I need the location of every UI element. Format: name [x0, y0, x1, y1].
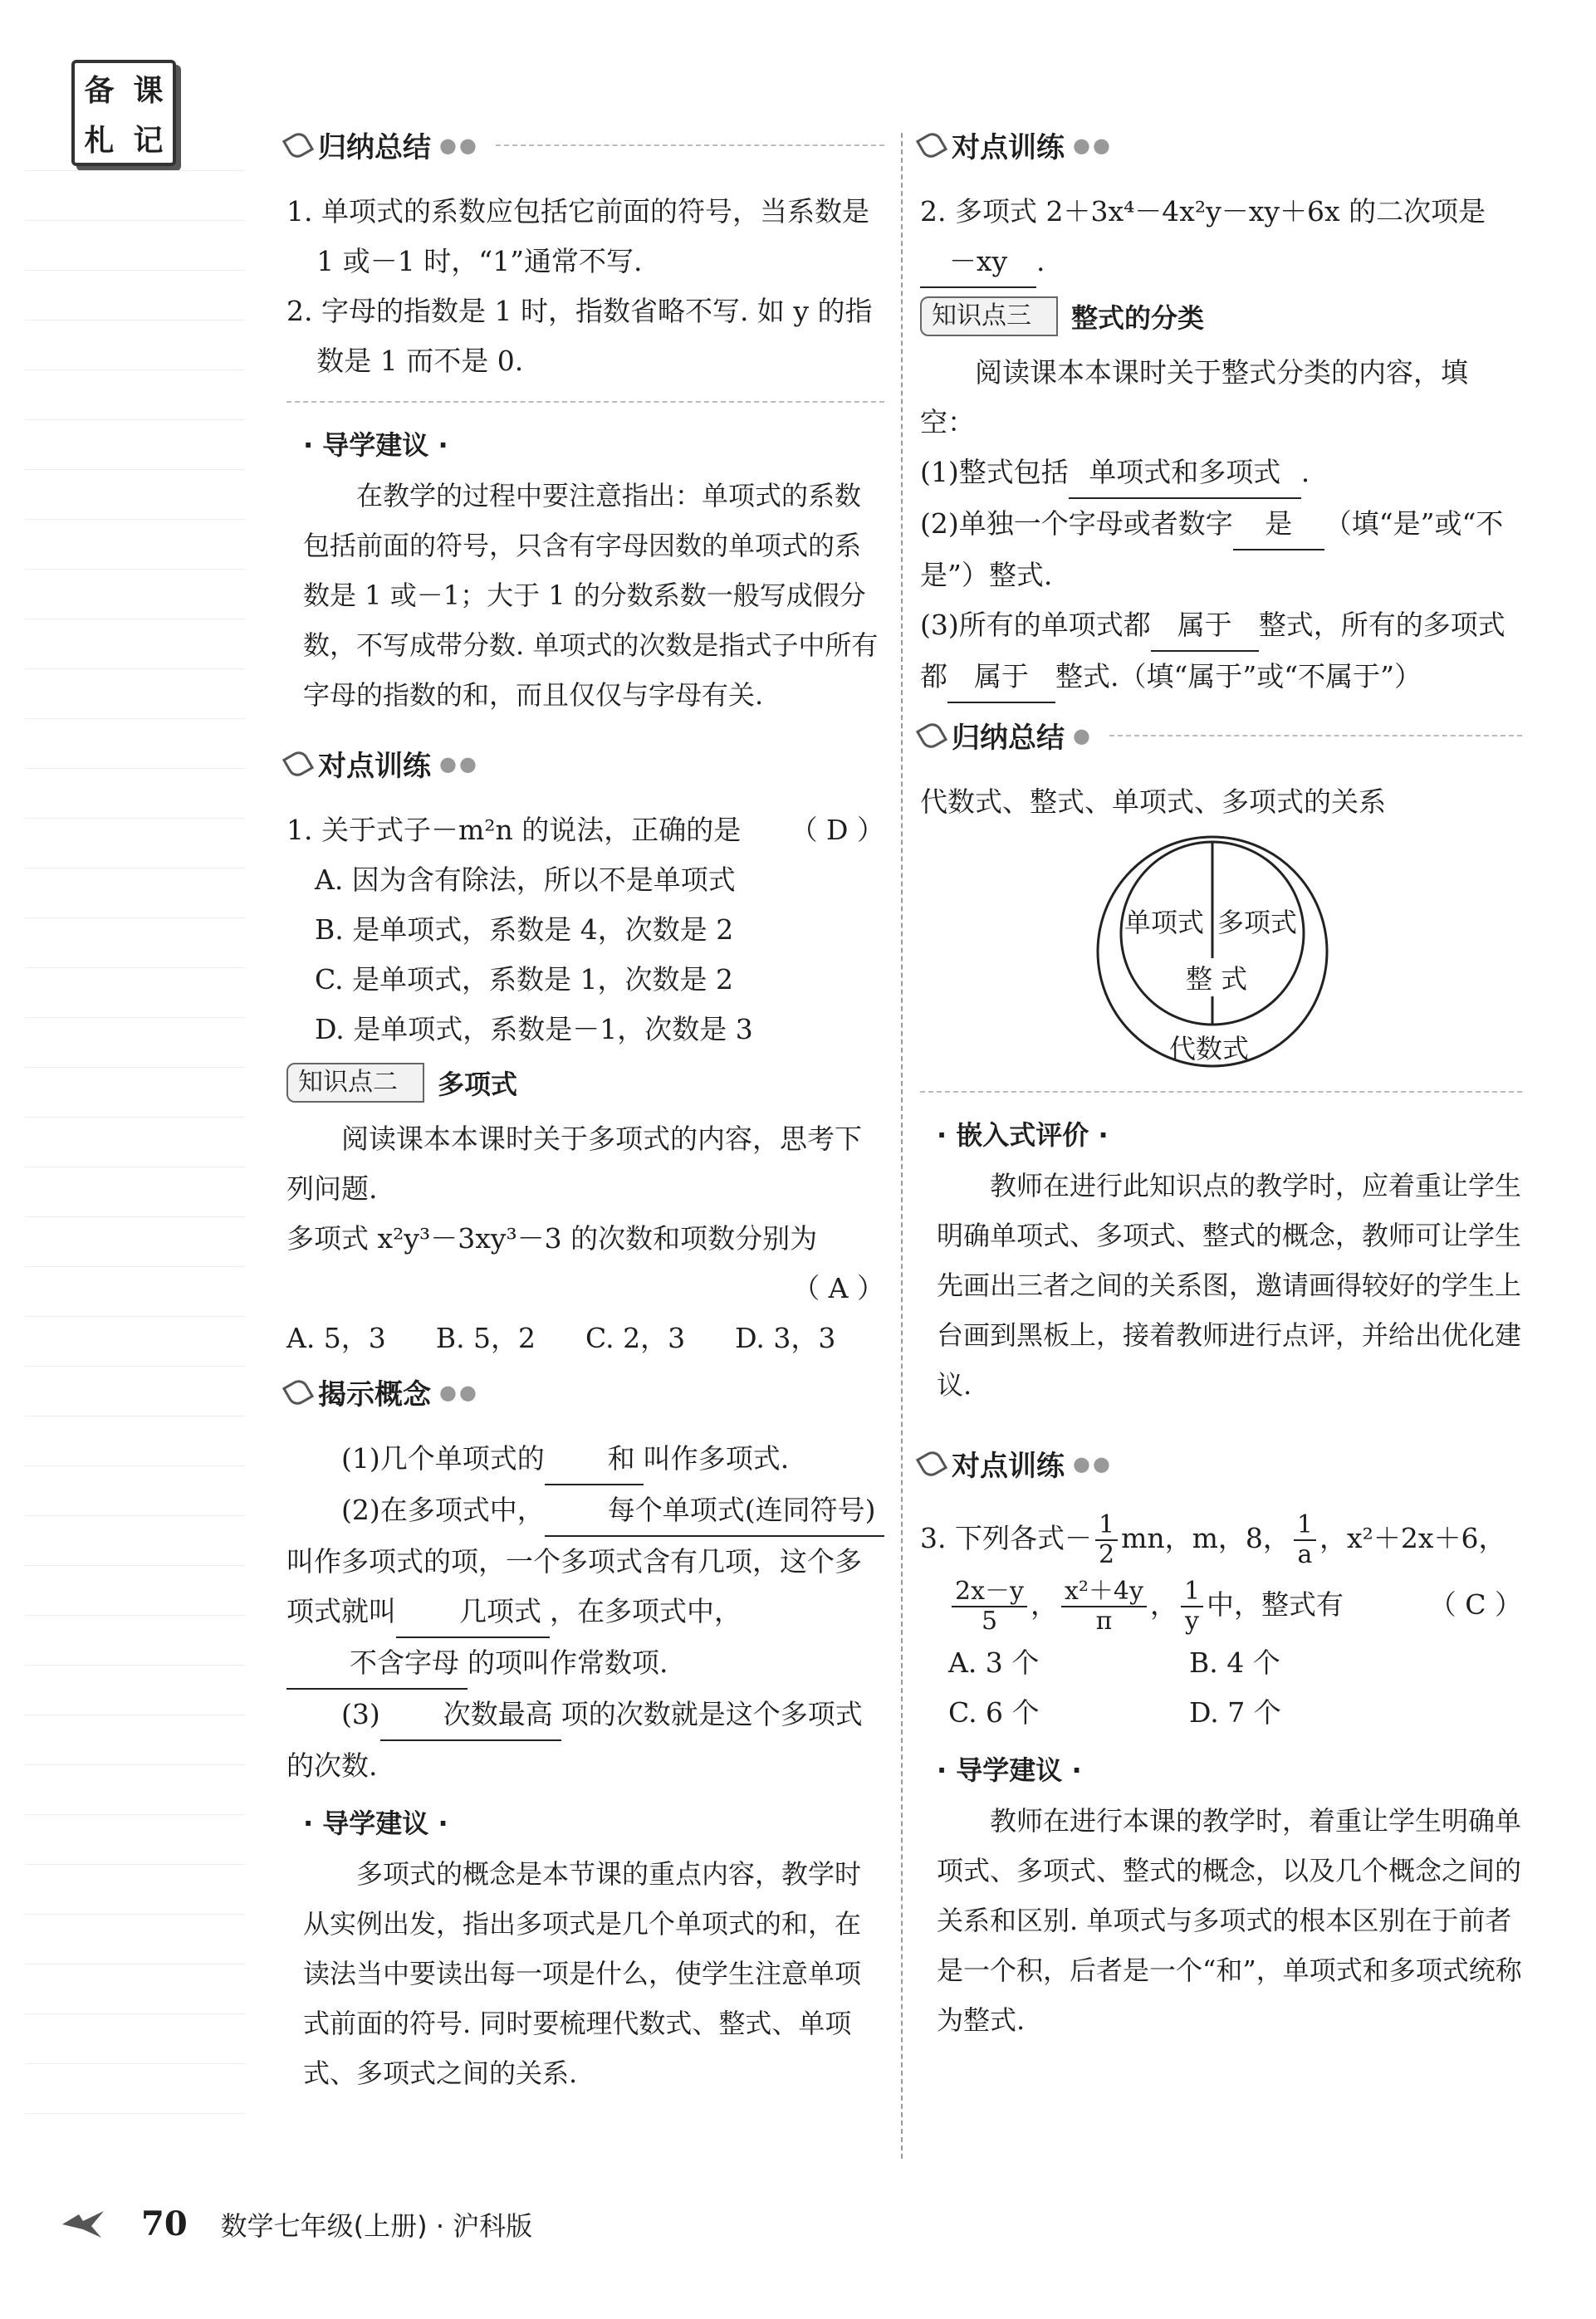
- question: [920, 1505, 1522, 1572]
- options-row: [286, 1314, 884, 1363]
- stamp-char: 课: [133, 72, 164, 108]
- knowledge-title: 多项式: [438, 1069, 518, 1100]
- flag-icon: [58, 2208, 108, 2241]
- numerator: 1: [1294, 1511, 1316, 1541]
- option: A. 5，3: [286, 1322, 386, 1354]
- advice-title: · 导学建议 ·: [303, 429, 448, 461]
- section-title: 对点训练: [952, 131, 1065, 164]
- fraction: [1095, 1511, 1118, 1569]
- divider: [496, 144, 884, 146]
- question-text: 2. 多项式 2＋3x⁴－4x²y－xy＋6x 的二次项是: [920, 195, 1486, 227]
- text: 项的次数就是这个多项式的次数.: [286, 1698, 863, 1782]
- filled-blank: 是: [1233, 499, 1324, 550]
- right-column: [920, 125, 1522, 2045]
- text: (2)单独一个字母或者数字: [920, 507, 1233, 540]
- knowledge-tag: 知识点二: [286, 1063, 424, 1103]
- denominator: a: [1297, 1540, 1313, 1569]
- notes-stamp: [71, 60, 176, 166]
- fraction: [1294, 1511, 1316, 1569]
- eval-text: 教师在进行此知识点的教学时，应着重让学生明确单项式、多项式、整式的概念，教师可让学生先画出三者之间的关系图，邀请画得较好的学生上台画到黑板上，接着教师进行点评，并给出优化建议.: [937, 1170, 1522, 1401]
- text: .: [1036, 245, 1045, 277]
- question: [286, 805, 884, 855]
- text: 整式，所有的多项式都: [920, 609, 1505, 692]
- filled-blank: 不含字母: [286, 1638, 468, 1690]
- filled-blank: 单项式和多项式: [1069, 448, 1301, 499]
- column-divider: [901, 133, 903, 2159]
- pen-icon: [916, 719, 947, 751]
- diagram-label-polynomial: 多项式: [1217, 907, 1298, 938]
- answer: （ A ）: [792, 1272, 884, 1304]
- advice-title: · 导学建议 ·: [303, 1808, 448, 1839]
- summary-item: 1. 单项式的系数应包括它前面的符号，当系数是 1 或－1 时，“1”通常不写.: [286, 195, 869, 277]
- denominator: 2: [1098, 1540, 1115, 1569]
- dots-icon: ●: [1073, 723, 1093, 747]
- fill-line: [920, 499, 1522, 600]
- divider: [286, 401, 884, 403]
- pen-icon: [916, 129, 947, 160]
- section-title: 揭示概念: [318, 1378, 431, 1411]
- fraction: [952, 1578, 1027, 1636]
- text: (2)在多项式中，: [341, 1494, 545, 1526]
- concept-line: [286, 1485, 884, 1690]
- advice-text: 多项式的概念是本节课的重点内容，教学时从实例出发，指出多项式是几个单项式的和，在读法当中要读出每一项是什么，使学生注意单项式前面的符号. 同时要梳理代数式、整式、单项式、多项式之间的关系.: [303, 1858, 862, 2089]
- section-practice: [920, 1443, 1522, 1484]
- pen-icon: [916, 1447, 947, 1479]
- text: (3)所有的单项式都: [920, 609, 1151, 641]
- pen-icon: [282, 129, 314, 160]
- left-column: [286, 125, 884, 2098]
- diagram-label-monomial: 单项式: [1124, 907, 1205, 938]
- options-grid: [920, 1638, 1522, 1738]
- question: [920, 187, 1522, 288]
- filled-blank: 属于: [947, 652, 1055, 703]
- divider: [920, 1091, 1522, 1093]
- question-text: 1. 关于式子－m²n 的说法，正确的是: [286, 814, 742, 846]
- knowledge-title: 整式的分类: [1071, 302, 1205, 334]
- intro-text: 阅读课本本课时关于多项式的内容，思考下列问题.: [286, 1123, 862, 1205]
- option: A. 3 个: [948, 1646, 1040, 1679]
- option: B. 4 个: [1189, 1646, 1280, 1679]
- option: D. 是单项式，系数是－1，次数是 3: [315, 1013, 753, 1045]
- note-lines: [25, 170, 245, 2180]
- text: ，在多项式中，: [550, 1595, 742, 1627]
- answer: （ C ）: [1428, 1588, 1522, 1621]
- filled-blank: 每个单项式(连同符号): [545, 1485, 884, 1537]
- filled-blank: 属于: [1151, 600, 1259, 652]
- text: 3. 下列各式－: [920, 1522, 1092, 1554]
- section-practice: [920, 125, 1522, 165]
- denominator: π: [1095, 1607, 1113, 1636]
- stamp-char: 札: [84, 122, 115, 158]
- text: 的项叫作常数项.: [468, 1646, 668, 1679]
- section-concept: [286, 1372, 884, 1412]
- dots-icon: ●●: [439, 133, 479, 157]
- book-title: 数学七年级(上册) · 沪科版: [220, 2209, 533, 2242]
- advice-title: · 导学建议 ·: [937, 1754, 1082, 1786]
- knowledge-point-2: [286, 1063, 884, 1103]
- summary-text: 代数式、整式、单项式、多项式的关系: [920, 785, 1386, 818]
- filled-blank: 次数最高: [380, 1690, 561, 1741]
- text: 中，整式有: [1207, 1588, 1344, 1621]
- page-footer: [58, 2204, 532, 2243]
- section-practice: [286, 743, 884, 784]
- filled-blank: －xy: [920, 237, 1036, 288]
- concept-line: [286, 1434, 884, 1485]
- dots-icon: ●●: [439, 1380, 479, 1404]
- intro-text: 阅读课本本课时关于整式分类的内容，填空：: [920, 356, 1468, 438]
- dots-icon: ●●: [1073, 1451, 1113, 1475]
- text: 叫作多项式的项，一个多项式含有几项，这个多项式就叫: [286, 1545, 862, 1627]
- section-title: 对点训练: [318, 750, 431, 783]
- answer: （ D ）: [790, 814, 884, 846]
- text: 整式.（填“属于”或“不属于”）: [1055, 660, 1422, 692]
- page-number: 70: [141, 2204, 188, 2243]
- knowledge-point-3: [920, 296, 1522, 336]
- concept-line: [286, 1690, 884, 1791]
- stamp-char: 备: [84, 72, 115, 108]
- option: C. 2，3: [585, 1322, 686, 1354]
- option: B. 是单项式，系数是 4，次数是 2: [315, 913, 734, 946]
- text: (1)几个单项式的: [341, 1442, 545, 1475]
- text: ，x²＋2x＋6，: [1319, 1522, 1506, 1554]
- filled-blank: 几项式: [396, 1587, 550, 1638]
- denominator: y: [1185, 1607, 1199, 1636]
- knowledge-tag: 知识点三: [920, 296, 1058, 336]
- text: (3): [341, 1698, 380, 1730]
- dots-icon: ●●: [1073, 133, 1113, 157]
- section-title: 归纳总结: [952, 722, 1065, 755]
- eval-title: · 嵌入式评价 ·: [937, 1119, 1109, 1151]
- diagram-label-algebraic: 代数式: [1169, 1033, 1250, 1064]
- fill-line: [920, 600, 1522, 703]
- numerator: 2x－y: [952, 1578, 1027, 1607]
- section-summary: [920, 715, 1522, 756]
- option: A. 因为含有除法，所以不是单项式: [315, 864, 736, 896]
- numerator: 1: [1181, 1578, 1203, 1607]
- filled-blank: 和: [545, 1434, 644, 1485]
- advice-text: 教师在进行本课的教学时，着重让学生明确单项式、多项式、整式的概念，以及几个概念之间的关系和区别. 单项式与多项式的根本区别在于前者是一个积，后者是一个“和”，单项式和多项式统称为整式.: [937, 1805, 1522, 2036]
- text: (1)整式包括: [920, 456, 1069, 488]
- pen-icon: [282, 747, 314, 779]
- fill-line: [920, 448, 1522, 499]
- question-line: $\frac{2x-y}{5}$ ， $\frac{\text{x²＋4y}}{\pi}$ ， $\frac{1}{y}$ 中，整式有 （ C ）: [920, 1572, 1522, 1638]
- concept-icon: [282, 1376, 314, 1407]
- option: C. 是单项式，系数是 1，次数是 2: [315, 963, 734, 996]
- option: D. 7 个: [1189, 1696, 1281, 1729]
- text: .: [1300, 456, 1310, 488]
- option: C. 6 个: [948, 1696, 1040, 1729]
- numerator: 1: [1095, 1511, 1118, 1541]
- option: D. 3，3: [735, 1322, 836, 1354]
- summary-item: 2. 字母的指数是 1 时，指数省略不写. 如 y 的指数是 1 而不是 0.: [286, 295, 873, 377]
- dots-icon: ●●: [439, 751, 479, 775]
- option: B. 5，2: [435, 1322, 536, 1354]
- section-title: 归纳总结: [318, 131, 431, 164]
- stamp-char: 记: [133, 122, 164, 158]
- denominator: 5: [981, 1607, 998, 1636]
- fraction: [1061, 1578, 1147, 1636]
- section-summary: [286, 125, 884, 165]
- advice-text: 在教学的过程中要注意指出：单项式的系数包括前面的符号，只含有字母因数的单项式的系数是 1 或－1；大于 1 的分数系数一般写成假分数，不写成带分数. 单项式的次数是指式子中所有字母的指数的和，而且仅仅与字母有关.: [303, 480, 879, 711]
- divider: [1109, 735, 1522, 736]
- text: 叫作多项式.: [643, 1442, 790, 1475]
- numerator: x²＋4y: [1061, 1578, 1147, 1607]
- question-text: 多项式 x²y³－3xy³－3 的次数和项数分别为: [286, 1222, 818, 1255]
- section-title: 对点训练: [952, 1450, 1065, 1483]
- text: mn，m，8，: [1121, 1522, 1290, 1554]
- diagram-label-integral: 整 式: [1186, 958, 1247, 996]
- relation-diagram: [920, 835, 1522, 1076]
- fraction: [1181, 1578, 1203, 1636]
- text: （填“是”或“不是”）整式.: [920, 507, 1504, 591]
